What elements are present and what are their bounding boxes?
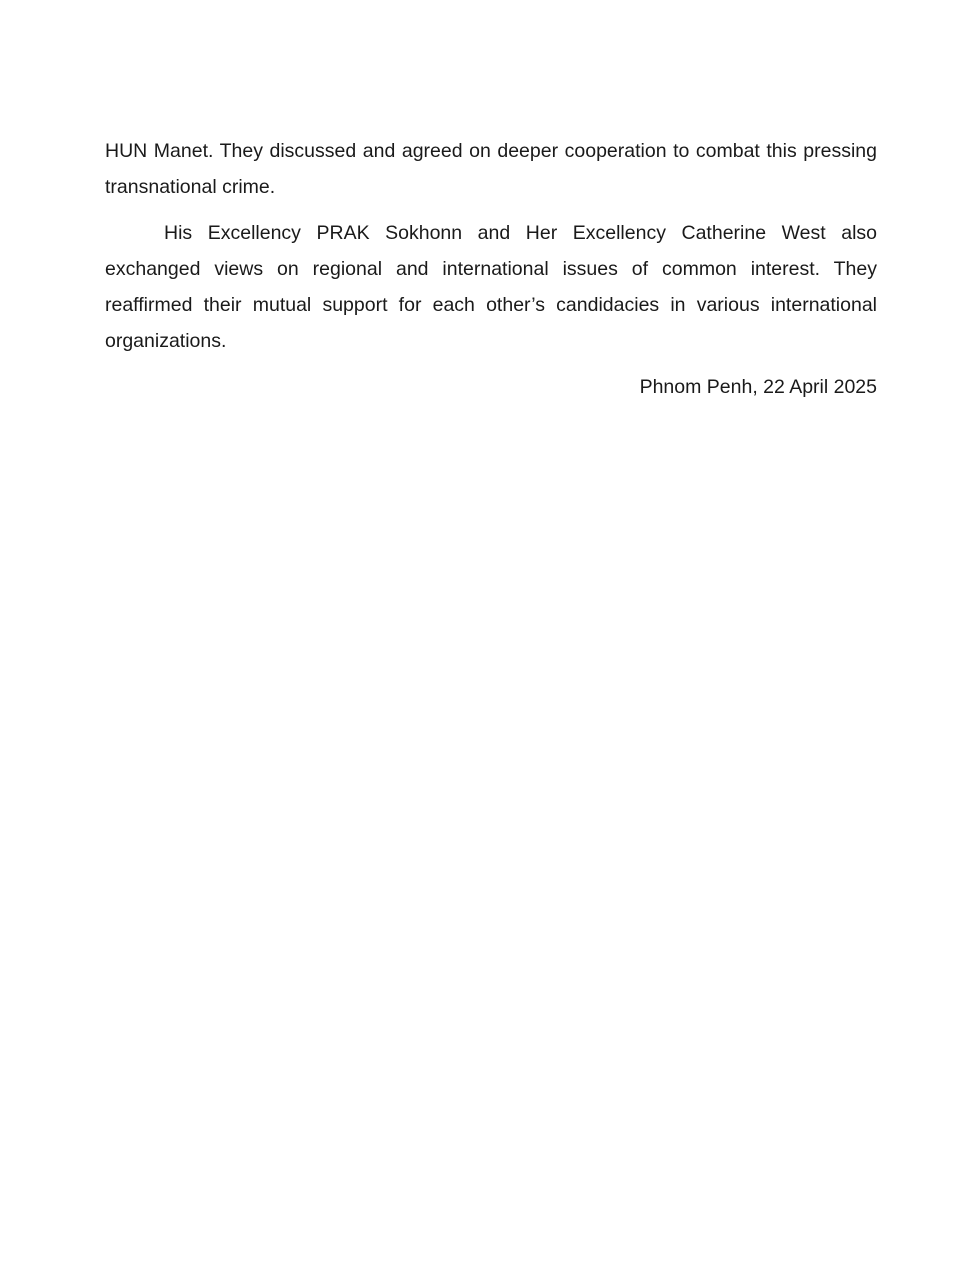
place-date-line: Phnom Penh, 22 April 2025 bbox=[639, 376, 877, 398]
paragraph-exchange-views: His Excellency PRAK Sokhonn and Her Excellency Catherine West also exchanged views on regional and international issues of common interest. They reaffirmed their mutual support for each other’s candidacies in various international organizations. bbox=[105, 222, 877, 352]
document-body bbox=[105, 133, 877, 405]
paragraph-continuation: HUN Manet. They discussed and agreed on deeper cooperation to combat this pressing transnational crime. bbox=[105, 140, 877, 198]
